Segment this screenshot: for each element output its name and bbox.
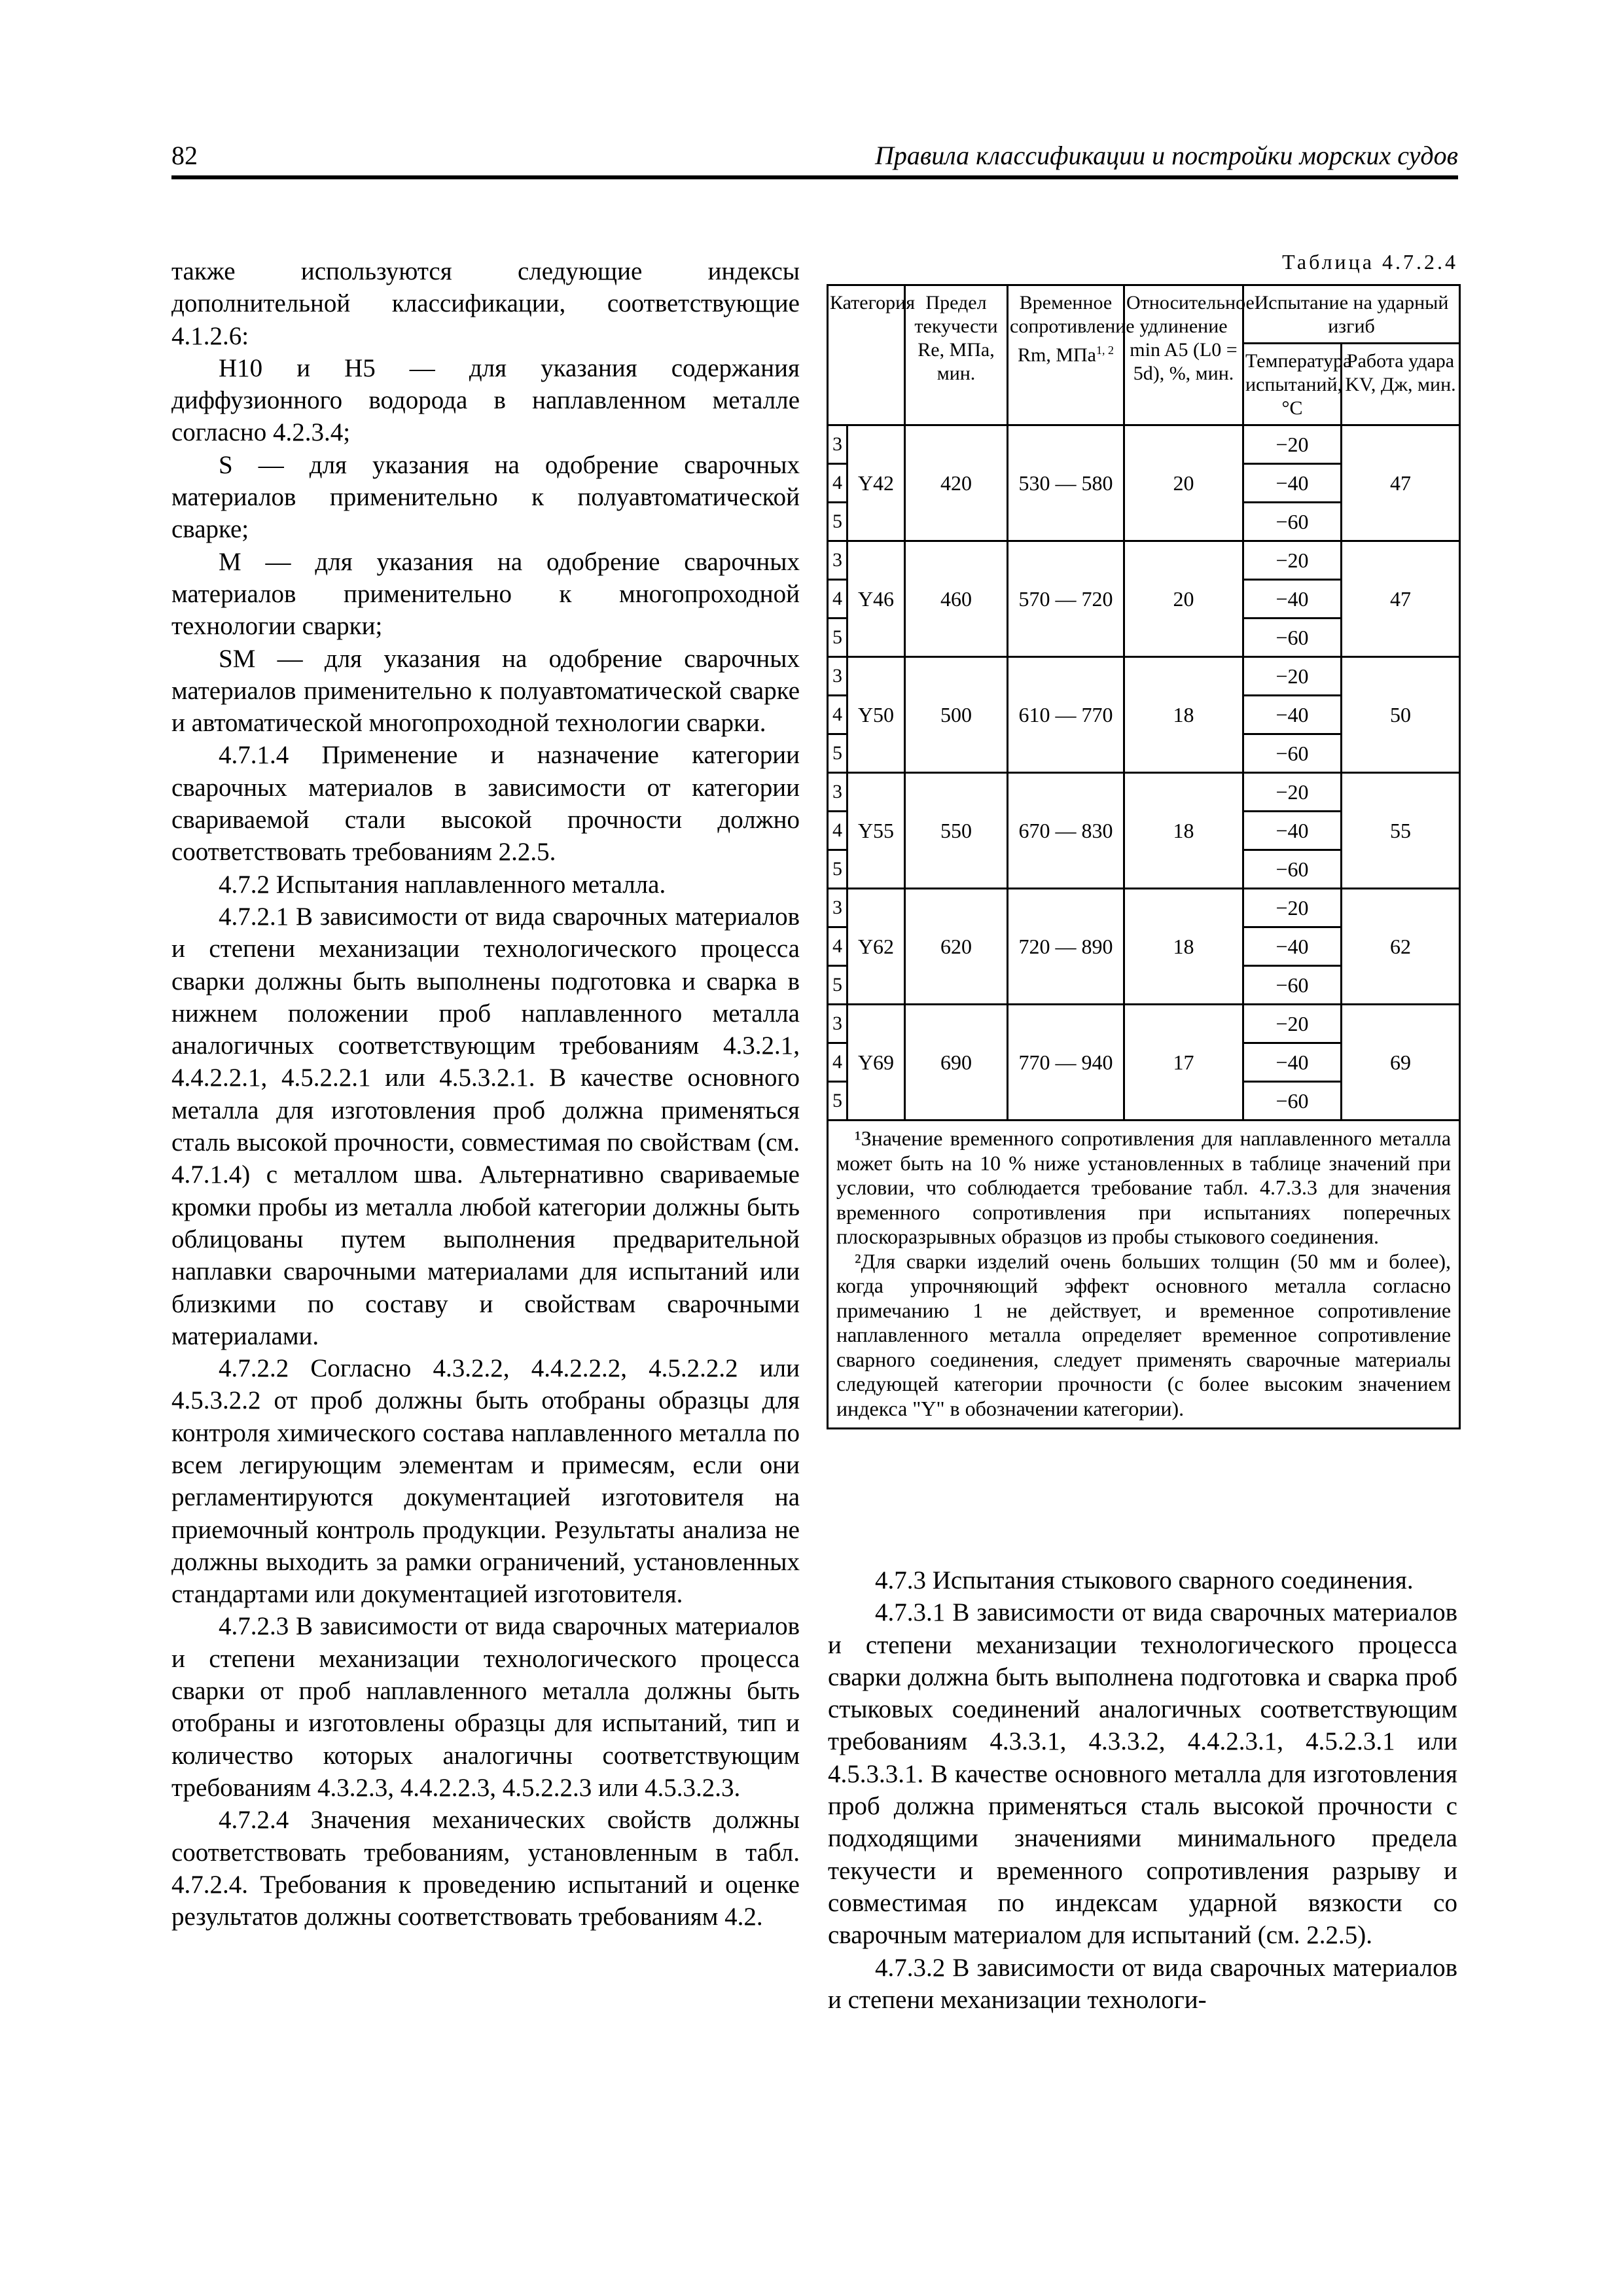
mechanical-properties-table (827, 284, 1461, 1429)
subcategory-cell: 5 (828, 1082, 847, 1121)
temperature-cell: −20 (1243, 1005, 1342, 1043)
yield-cell: 550 (905, 773, 1008, 889)
temperature-cell: −20 (1243, 657, 1342, 696)
subcategory-cell: 3 (828, 889, 847, 927)
running-title: Правила классификации и постройки морских судов (874, 141, 1458, 170)
subcategory-cell: 4 (828, 464, 847, 503)
subcategory-cell: 5 (828, 850, 847, 889)
paragraph: SM — для указания на одобрение сварочных материалов применительно к полуавтоматической сварке и автоматической многопроходной технологии сварки. (171, 644, 800, 738)
subcategory-cell: 4 (828, 696, 847, 734)
temperature-cell: −60 (1243, 503, 1342, 541)
table-row (828, 425, 1460, 464)
paragraph: также используются следующие индексы дополнительной классификации, соответствующие 4.1.2.6: (171, 257, 800, 350)
table-caption: Таблица 4.7.2.4 (1282, 250, 1458, 274)
temperature-cell: −20 (1243, 889, 1342, 927)
subcategory-cell: 5 (828, 734, 847, 773)
table-row (828, 889, 1460, 927)
header-tensile: Временное сопротивление Rm, МПа$^{1, 2}$ (1008, 285, 1124, 425)
tensile-cell: 670 — 830 (1008, 773, 1124, 889)
footnote-2: ²Для сварки изделий очень больших толщин (50 мм и более), когда упрочняющий эффект основного металла согласно примечанию 1 не действует, и временное сопротивление наплавленного металла определяет временное сопротивление сварного соединения, следует применять сварочные материалы следующей категории прочности (с более высоким значением индекса "Y" в обозначении категории). (836, 1249, 1452, 1420)
impact-energy-cell: 47 (1342, 425, 1460, 541)
paragraph: 4.7.2.3 В зависимости от вида сварочных материалов и степени механизации технологического процесса сварки от проб наплавленного металла должны быть отобраны и изготовлены образцы для испытаний, тип и количество которых аналогичны соответствующим требованиям 4.3.2.3, 4.4.2.2.3, 4.5.2.2.3 или 4.5.3.2.3. (171, 1612, 800, 1802)
tensile-cell: 770 — 940 (1008, 1005, 1124, 1121)
elongation-cell: 20 (1124, 541, 1243, 657)
header-yield: Предел текучести Re, МПа, мин. (905, 285, 1008, 425)
subcategory-cell: 4 (828, 812, 847, 850)
subcategory-cell: 4 (828, 580, 847, 619)
category-cell: Y42 (847, 425, 905, 541)
impact-energy-cell: 47 (1342, 541, 1460, 657)
elongation-cell: 18 (1124, 889, 1243, 1005)
table-row (828, 773, 1460, 812)
impact-energy-cell: 55 (1342, 773, 1460, 889)
tensile-cell: 720 — 890 (1008, 889, 1124, 1005)
subcategory-cell: 5 (828, 966, 847, 1005)
category-cell: Y46 (847, 541, 905, 657)
paragraph: S — для указания на одобрение сварочных материалов применительно к полуавтоматической сварке; (171, 450, 800, 544)
tensile-cell: 530 — 580 (1008, 425, 1124, 541)
footnote-1: ¹Значение временного сопротивления для наплавленного металла может быть на 10 % ниже установленных в таблице значений при условии, что соблюдается требование табл. 4.7.3.3 для значения временного сопротивления при испытаниях поперечных плоскоразрывных образцов из пробы стыкового соединения. (836, 1126, 1452, 1248)
category-cell: Y69 (847, 1005, 905, 1121)
yield-cell: 690 (905, 1005, 1008, 1121)
subcategory-cell: 3 (828, 541, 847, 580)
temperature-cell: −60 (1243, 850, 1342, 889)
temperature-cell: −60 (1243, 966, 1342, 1005)
header-impact-energy: Работа удара KV, Дж, мин. (1342, 344, 1460, 425)
header-temperature: Температура испытаний, °С (1243, 344, 1342, 425)
subcategory-cell: 3 (828, 773, 847, 812)
temperature-cell: −40 (1243, 580, 1342, 619)
temperature-cell: −40 (1243, 927, 1342, 966)
elongation-cell: 17 (1124, 1005, 1243, 1121)
subcategory-cell: 5 (828, 619, 847, 657)
paragraph: 4.7.3.2 В зависимости от вида сварочных материалов и степени механизации технологи- (828, 1953, 1457, 2014)
table-notes (828, 1121, 1460, 1429)
section-heading: 4.7.3 Испытания стыкового сварного соединения. (875, 1566, 1414, 1594)
header-elongation: Относительное удлинение min A5 (L0 = 5d), %, мин. (1124, 285, 1243, 425)
paragraph: M — для указания на одобрение сварочных материалов применительно к многопроходной технологии сварки; (171, 547, 800, 641)
paragraph: H10 и H5 — для указания содержания диффузионного водорода в наплавленном металле согласно 4.2.3.4; (171, 353, 800, 447)
table-row (828, 541, 1460, 580)
temperature-cell: −20 (1243, 773, 1342, 812)
subcategory-cell: 3 (828, 657, 847, 696)
temperature-cell: −60 (1243, 1082, 1342, 1121)
subcategory-cell: 3 (828, 425, 847, 464)
left-column (171, 255, 800, 1933)
elongation-cell: 18 (1124, 657, 1243, 773)
tensile-cell: 570 — 720 (1008, 541, 1124, 657)
temperature-cell: −20 (1243, 425, 1342, 464)
yield-cell: 620 (905, 889, 1008, 1005)
category-cell: Y50 (847, 657, 905, 773)
subcategory-cell: 5 (828, 503, 847, 541)
impact-energy-cell: 69 (1342, 1005, 1460, 1121)
elongation-cell: 18 (1124, 773, 1243, 889)
temperature-cell: −40 (1243, 812, 1342, 850)
subcategory-cell: 4 (828, 1043, 847, 1082)
temperature-cell: −20 (1243, 541, 1342, 580)
table-notes-row (828, 1121, 1460, 1429)
category-cell: Y55 (847, 773, 905, 889)
yield-cell: 460 (905, 541, 1008, 657)
yield-cell: 420 (905, 425, 1008, 541)
impact-energy-cell: 50 (1342, 657, 1460, 773)
paragraph: 4.7.2.4 Значения механических свойств должны соответствовать требованиям, установленным в табл. 4.7.2.4. Требования к проведению испытаний и оценке результатов должны соответствовать требованиям 4.2. (171, 1806, 800, 1931)
subcategory-cell: 3 (828, 1005, 847, 1043)
header-impact: Испытание на ударный изгиб (1243, 285, 1460, 344)
right-column (828, 1564, 1457, 2016)
tensile-cell: 610 — 770 (1008, 657, 1124, 773)
table-row (828, 657, 1460, 696)
paragraph: 4.7.1.4 Применение и назначение категории сварочных материалов в зависимости от категории свариваемой стали высокой прочности должно соответствовать требованиям 2.2.5. (171, 741, 800, 867)
temperature-cell: −60 (1243, 619, 1342, 657)
header-category: Категория (828, 285, 905, 425)
paragraph: 4.7.2.1 В зависимости от вида сварочных материалов и степени механизации технологического процесса сварки должны быть выполнены подготовка и сварка в нижнем положении проб наплавленного металла аналогичных соответствующим требованиям 4.3.2.1, 4.4.2.2.1, 4.5.2.2.1 или 4.5.3.2.1. В качестве основного металла для изготовления проб должна применяться сталь высокой прочности, совместимая по свойствам (см. 4.7.1.4) с металлом шва. Альтернативно свариваемые кромки пробы из металла любой категории должны быть облицованы путем выполнения предварительной наплавки сварочными материалами для испытаний или близкими по составу и свойствам сварочными материалами. (171, 902, 800, 1350)
subcategory-cell: 4 (828, 927, 847, 966)
table-row (828, 1005, 1460, 1043)
temperature-cell: −60 (1243, 734, 1342, 773)
elongation-cell: 20 (1124, 425, 1243, 541)
temperature-cell: −40 (1243, 464, 1342, 503)
impact-energy-cell: 62 (1342, 889, 1460, 1005)
temperature-cell: −40 (1243, 696, 1342, 734)
category-cell: Y62 (847, 889, 905, 1005)
yield-cell: 500 (905, 657, 1008, 773)
temperature-cell: −40 (1243, 1043, 1342, 1082)
paragraph: 4.7.3.1 В зависимости от вида сварочных материалов и степени механизации технологического процесса сварки должна быть выполнена подготовка и сварка проб стыковых соединений аналогичных соответствующим требованиям 4.3.3.1, 4.3.3.2, 4.4.2.3.1, 4.5.2.3.1 или 4.5.3.3.1. В качестве основного металла для изготовления проб должна применяться сталь высокой прочности с подходящими значениями минимального предела текучести и временного сопротивления разрыву и совместимая по индексам ударной вязкости со сварочным материалом для испытаний (см. 2.2.5). (828, 1598, 1457, 1950)
page-number: 82 (171, 141, 198, 170)
paragraph: 4.7.2.2 Согласно 4.3.2.2, 4.4.2.2.2, 4.5.2.2.2 или 4.5.3.2.2 от проб должны быть отобраны образцы для контроля химического состава наплавленного металла по всем легирующим элементам и примесям, если они регламентируются документацией изготовителя на приемочный контроль продукции. Результаты анализа не должны выходить за рамки ограничений, установленных стандартами или документацией изготовителя. (171, 1354, 800, 1609)
header-rule (171, 175, 1458, 179)
section-heading: 4.7.2 Испытания наплавленного металла. (219, 870, 666, 899)
